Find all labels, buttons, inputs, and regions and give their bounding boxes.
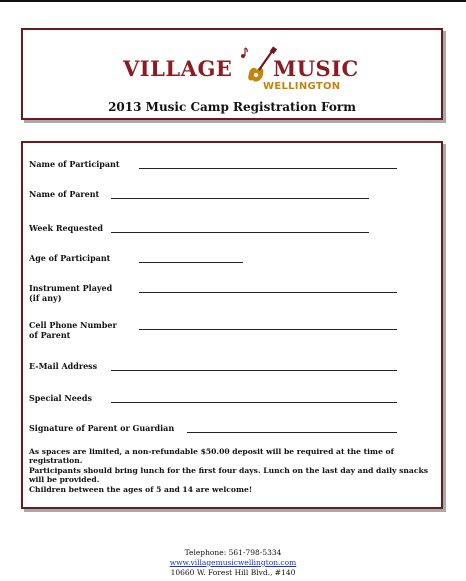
week-requested-input[interactable] [111,232,369,233]
field-label: E-Mail Address [29,361,98,371]
field-label: Signature of Parent or Guardian [29,423,175,433]
village-music-logo [123,44,359,92]
field-label-sub: (if any) [29,293,62,303]
field-label: Cell Phone Number [29,320,117,330]
note-ages: Children between the ages of 5 and 14 are welcome! [29,484,253,494]
registration-form [21,141,443,509]
email-input[interactable] [111,370,397,371]
registration-notes [29,447,437,494]
website-link[interactable]: www.villagemusicwellington.com [169,558,297,567]
special-needs-input[interactable] [111,402,397,403]
logo-music-text: MUSIC [273,56,359,81]
logo-wellington-text: WELLINGTON [263,81,341,92]
contact-footer [0,548,466,578]
note-deposit: As spaces are limited, a non-refundable $50.00 deposit will be required at the time of registration. [29,447,394,466]
instrument-played-input[interactable] [139,292,397,293]
logo-village-text: VILLAGE [123,56,233,81]
field-label: Age of Participant [29,253,111,263]
field-label: Name of Participant [29,159,120,169]
age-of-participant-input[interactable] [139,262,243,263]
footer-address: 10660 W. Forest Hill Blvd., #140 [170,568,296,577]
name-of-parent-input[interactable] [111,198,369,199]
field-label: Instrument Played [29,283,113,293]
name-of-participant-input[interactable] [139,168,397,169]
signature-input[interactable] [187,432,397,433]
top-rule [0,0,466,2]
field-label: Special Needs [29,393,92,403]
cell-phone-input[interactable] [139,329,397,330]
note-lunch: Participants should bring lunch for the first four days. Lunch on the last day and daily snacks will be provided. [29,465,428,485]
field-label: Name of Parent [29,189,100,199]
header-box [21,28,443,120]
field-label: Week Requested [29,223,103,233]
field-label-sub: of Parent [29,330,71,340]
form-title: 2013 Music Camp Registration Form [108,100,356,114]
footer-phone: Telephone: 561-798-5334 [184,548,282,557]
